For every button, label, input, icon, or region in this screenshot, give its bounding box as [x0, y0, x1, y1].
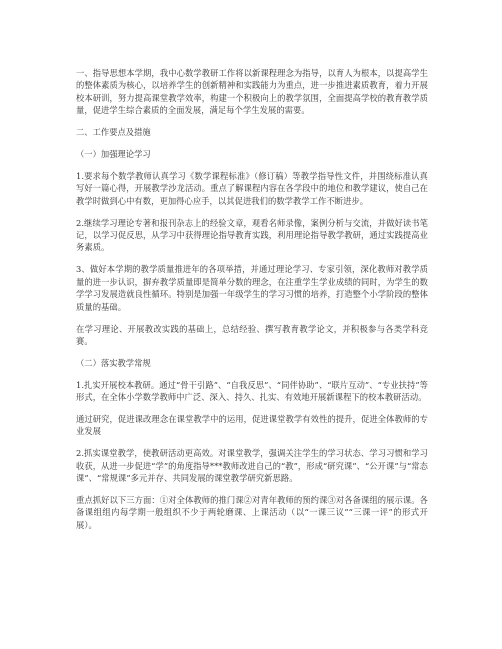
guiding-ideology-paragraph: 一、指导思想本学期，我中心数学教研工作将以新课程理念为指导，以育人为根本，以提高学生的整体素质为核心，以培养学生的创新精神和实践能力为重点，进一步推进素质教育，着力开展校本研训，努力提高课堂教学效率，构建一个积极向上的教学氛围，全面提高学校的教育教学质量，促进学生综合素质的全面发展，满足每个学生发展的需要。: [76, 68, 428, 116]
theory-summary-paragraph: 在学习理论、开展教改实践的基础上，总结经验、撰写教育教学论文，并积极参与各类学科竞赛。: [76, 323, 428, 346]
routine-item-2: 2.抓实课堂教学，使教研活动更高效。对课堂教学，强调关注学生的学习状态、学习习惯和学习收获，从进一步促进“学”的角度指导***教师改进自己的“教”，形成“研究课”、“公开课”与“常态课”、“常规课”多元并存、共同发展的课堂教学研究新思路。: [76, 448, 428, 484]
routine-item-1: 1.扎实开展校本教研。通过“骨干引路”、“自我反思”、“同伴协助”、“联片互动”、“专业扶持”等形式，在全体小学数学教师中广泛、深入、持久、扎实、有效地开展新课程下的校本教研活动。: [76, 379, 428, 403]
theory-item-2: 2.继续学习理论专著和报刊杂志上的经验文章，观看名师录像，案例分析与交流，并做好读书笔记，以学习促反思，从学习中获得理论指导教育实践，利用理论指导教学教研，通过实践提高业务素质。: [76, 217, 428, 253]
theory-item-1: 1.要求每个数学教师认真学习《数学课程标准》（修订稿）等教学指导性文件，并围绕标准认真写好一篇心得，开展教学沙龙活动。重点了解课程内容在各学段中的地位和教学建议，使自己在教学时做到心中有数，更加得心应手，以其促进我们的数学教学工作不断进步。: [76, 170, 428, 206]
key-focus-paragraph: 重点抓好以下三方面：①对全体教师的推门课②对青年教师的预约课③对各备课组的展示课。各备课组组内每学期一般组织不少于两轮磨课、上课活动（以“一课三议”“三课一评”的形式开展）。: [76, 495, 428, 530]
theory-study-subheading: （一）加强理论学习: [76, 149, 151, 160]
teaching-routine-subheading: （二）落实教学常规: [76, 357, 151, 368]
theory-item-3: 3、做好本学期的教学质量推进年的各项举措，并通过理论学习、专家引领，深化教师对教学质量的进一步认识，摒弃教学质量即是简单分数的理念，在注重学生学业成绩的同时，为学生的数学学习发展造就良性循环。特别是加强一年级学生的学习习惯的培养，打造整个小学阶段的整体质量的基础。: [76, 264, 428, 312]
research-effect-paragraph: 通过研究，促进课改理念在课堂教学中的运用，促进课堂教学有效性的提升，促进全体教师的专业发展: [76, 414, 428, 437]
document-page: [76, 67, 428, 541]
work-points-heading: 二、工作要点及措施: [76, 127, 151, 138]
